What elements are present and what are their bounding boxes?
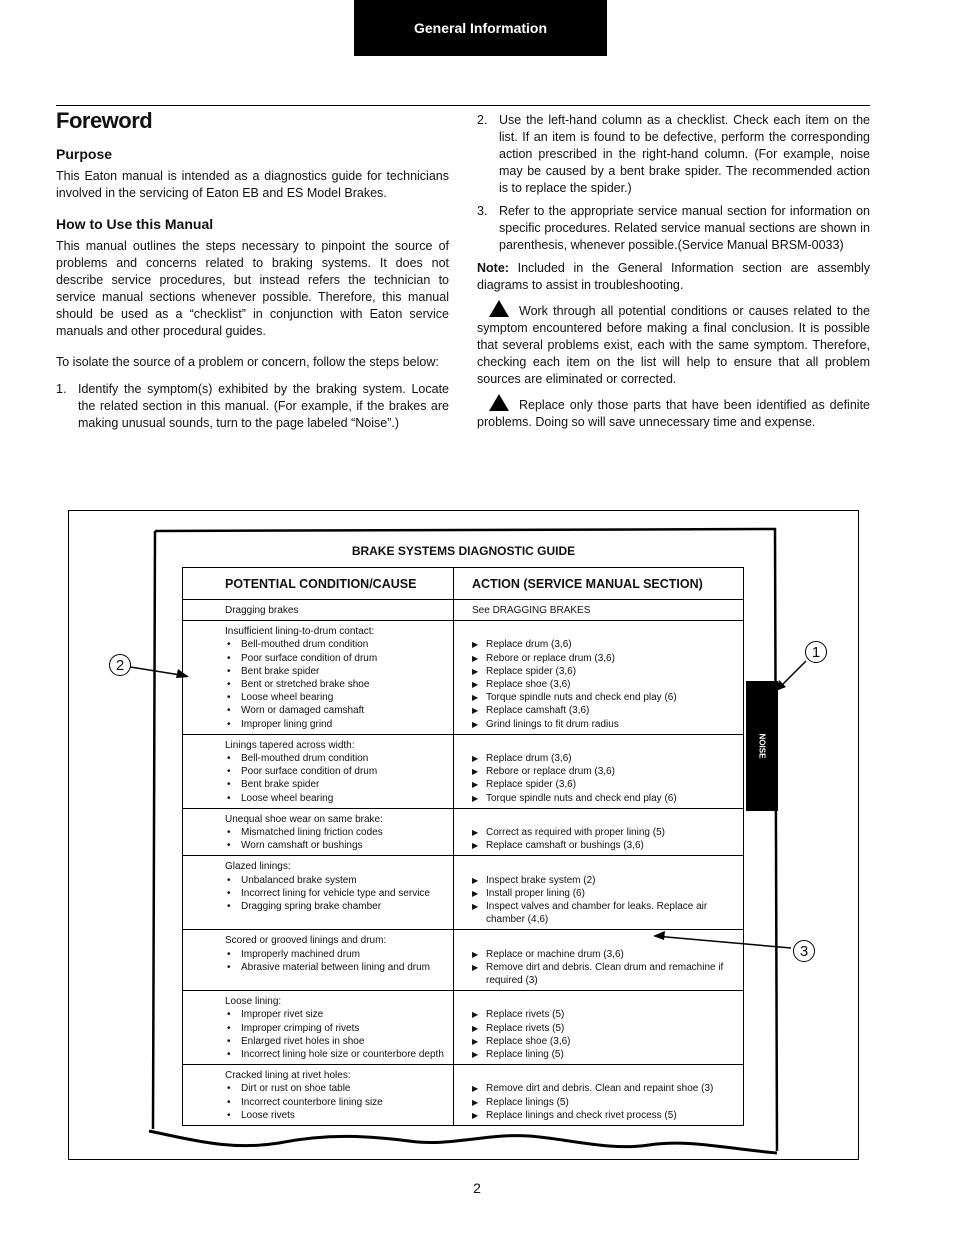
cause-item <box>225 665 449 678</box>
section-title: General Information <box>413 20 548 36</box>
arrow-bullet-icon: ▶ <box>472 754 479 764</box>
warning-triangle-icon <box>489 300 509 317</box>
step-text: Refer to the appropriate service manual section for information on specific procedures. Related service manual sections are shown in parenthesis, whenever possible.(Service Manual BRSM-0033) <box>499 204 870 252</box>
bullet-icon: • <box>227 901 231 913</box>
cause-item <box>225 1022 449 1035</box>
table-row <box>183 600 744 621</box>
cause-item <box>225 826 449 839</box>
note-paragraph <box>477 260 870 294</box>
left-column <box>56 108 449 432</box>
arrow-bullet-icon: ▶ <box>472 693 479 703</box>
cause-item <box>225 1008 449 1021</box>
note-text: Included in the General Information section are assembly diagrams to assist in troubleshooting. <box>477 261 870 292</box>
bullet-icon: • <box>227 948 231 960</box>
cause-item <box>225 691 449 704</box>
table-header-row <box>183 568 744 600</box>
action-text: Correct as required with proper lining (5) <box>486 827 665 839</box>
bullet-icon: • <box>227 718 231 730</box>
action-text: Replace spider (3,6) <box>486 779 577 791</box>
action-text: Install proper lining (6) <box>486 887 585 899</box>
bullet-icon: • <box>227 840 231 852</box>
action-item <box>472 1008 739 1021</box>
action-cell <box>454 1065 744 1126</box>
purpose-heading: Purpose <box>56 146 113 162</box>
bullet-icon: • <box>227 1109 231 1121</box>
action-item <box>472 826 739 839</box>
step-number: 3. <box>477 204 488 218</box>
note-label: Note: <box>477 261 509 275</box>
cause-text: Loose wheel bearing <box>241 792 334 804</box>
action-text: Replace linings and check rivet process (5) <box>486 1109 677 1121</box>
action-text: Inspect brake system (2) <box>486 874 596 886</box>
bullet-icon: • <box>227 827 231 839</box>
action-text: Grind linings to fit drum radius <box>486 718 619 730</box>
arrow-bullet-icon: ▶ <box>472 680 479 689</box>
table-row <box>183 856 744 930</box>
action-item <box>472 874 739 887</box>
arrow-bullet-icon: ▶ <box>472 780 479 790</box>
action-text: Rebore or replace drum (3,6) <box>486 766 615 778</box>
cause-item <box>225 718 449 731</box>
action-text: Replace drum (3,6) <box>486 639 572 651</box>
arrow-bullet-icon: ▶ <box>472 875 479 885</box>
action-text: Remove dirt and debris. Clean drum and remachine if required (3) <box>486 961 724 987</box>
cause-item <box>225 778 449 791</box>
guide-title: BRAKE SYSTEMS DIAGNOSTIC GUIDE <box>351 544 576 558</box>
noise-section-tab <box>746 681 778 811</box>
cause-text: Incorrect counterbore lining size <box>241 1096 383 1108</box>
action-item <box>472 961 739 987</box>
cause-title: Glazed linings: <box>225 861 291 873</box>
arrow-bullet-icon: ▶ <box>472 1036 479 1046</box>
cause-text: Improper lining grind <box>241 718 333 730</box>
cause-title: Linings tapered across width: <box>225 739 355 751</box>
bullet-icon: • <box>227 665 231 677</box>
cause-text: Worn camshaft or bushings <box>241 840 363 852</box>
cause-title: Cracked lining at rivet holes: <box>225 1070 351 1082</box>
action-text: Replace or machine drum (3,6) <box>486 948 624 960</box>
callout-number: 2 <box>115 656 125 674</box>
step-item <box>56 381 449 432</box>
cause-text: Bent brake spider <box>241 665 320 677</box>
arrow-bullet-icon: ▶ <box>472 1110 479 1120</box>
action-text: Rebore or replace drum (3,6) <box>486 652 615 664</box>
purpose-text: This Eaton manual is intended as a diagnostics guide for technicians involved in the servicing of Eaton EB and ES Model Brakes. <box>56 169 449 200</box>
bullet-icon: • <box>227 1009 231 1021</box>
right-column <box>477 112 870 431</box>
table-row <box>183 734 744 808</box>
callout-number: 1 <box>811 643 821 661</box>
action-text: Replace rivets (5) <box>486 1022 565 1034</box>
table-row <box>183 808 744 856</box>
action-item <box>472 765 739 778</box>
howto-heading: How to Use this Manual <box>56 216 214 232</box>
cause-title: Unequal shoe wear on same brake: <box>225 813 383 825</box>
arrow-bullet-icon: ▶ <box>472 902 479 912</box>
cause-text: Mismatched lining friction codes <box>241 827 383 839</box>
header-rule <box>56 105 870 106</box>
action-cell <box>454 930 744 991</box>
cause-item <box>225 752 449 765</box>
action-item <box>472 704 739 717</box>
table-row <box>183 991 744 1065</box>
bullet-icon: • <box>227 652 231 664</box>
cause-text: Loose rivets <box>241 1109 295 1121</box>
action-text: Replace shoe (3,6) <box>486 1035 571 1047</box>
cause-text: Dirt or rust on shoe table <box>241 1083 351 1095</box>
step-number: 2. <box>477 113 488 127</box>
callout-number: 3 <box>799 942 809 960</box>
see-reference: See DRAGGING BRAKES <box>472 605 591 616</box>
cause-title: Scored or grooved linings and drum: <box>225 935 387 947</box>
isolate-text: To isolate the source of a problem or concern, follow the steps below: <box>56 355 439 369</box>
arrow-bullet-icon: ▶ <box>472 962 479 972</box>
action-item <box>472 678 739 691</box>
action-item <box>472 1109 739 1122</box>
action-item <box>472 900 739 926</box>
cause-item <box>225 1096 449 1109</box>
action-text: Replace spider (3,6) <box>486 665 577 677</box>
action-item <box>472 652 739 665</box>
bullet-icon: • <box>227 1049 231 1061</box>
action-item <box>472 1096 739 1109</box>
action-item <box>472 948 739 961</box>
cause-text: Incorrect lining for vehicle type and service <box>241 887 430 899</box>
cause-title: Insufficient lining-to-drum contact: <box>225 626 375 638</box>
cause-title: Loose lining: <box>225 996 282 1008</box>
bullet-icon: • <box>227 1096 231 1108</box>
cause-item <box>225 652 449 665</box>
diagnostic-table <box>182 567 744 1126</box>
action-text: Replace drum (3,6) <box>486 753 572 765</box>
cause-text: Abrasive material between lining and drum <box>241 961 430 973</box>
arrow-bullet-icon: ▶ <box>472 888 479 898</box>
action-item <box>472 1048 739 1061</box>
cause-text: Enlarged rivet holes in shoe <box>241 1035 365 1047</box>
arrow-bullet-icon: ▶ <box>472 666 479 676</box>
cause-item <box>225 900 449 913</box>
arrow-bullet-icon: ▶ <box>472 841 479 851</box>
bullet-icon: • <box>227 874 231 886</box>
page-number: 2 <box>473 1180 481 1196</box>
action-text: Replace shoe (3,6) <box>486 679 571 690</box>
callout-3 <box>793 940 815 962</box>
table-row <box>183 621 744 735</box>
bullet-icon: • <box>227 792 231 804</box>
arrow-bullet-icon: ▶ <box>472 793 479 803</box>
bullet-icon: • <box>227 753 231 765</box>
arrow-bullet-icon: ▶ <box>472 828 479 838</box>
arrow-bullet-icon: ▶ <box>472 949 479 959</box>
bullet-icon: • <box>227 1035 231 1047</box>
arrow-bullet-icon: ▶ <box>472 1050 479 1060</box>
arrow-bullet-icon: ▶ <box>472 1010 479 1020</box>
cause-text: Unbalanced brake system <box>241 874 357 886</box>
step-text: Identify the symptom(s) exhibited by the braking system. Locate the related section in this manual. (For example, if the brakes are making unusual sounds, turn to the page labeled “Noise”.) <box>78 382 449 430</box>
cause-item <box>225 792 449 805</box>
cause-item <box>225 874 449 887</box>
table-row <box>183 930 744 991</box>
action-text: Torque spindle nuts and check end play (6) <box>486 792 677 804</box>
action-text: Inspect valves and chamber for leaks. Replace air chamber (4,6) <box>486 901 708 926</box>
cause-item <box>225 948 449 961</box>
arrow-bullet-icon: ▶ <box>472 1023 479 1033</box>
bullet-icon: • <box>227 639 231 651</box>
cause-item <box>225 765 449 778</box>
action-text: Replace camshaft or bushings (3,6) <box>486 840 644 852</box>
action-item <box>472 718 739 731</box>
cause-item <box>225 678 449 691</box>
cause-cell <box>183 1065 454 1126</box>
cause-item <box>225 1082 449 1095</box>
table-body <box>183 600 744 1126</box>
bullet-icon: • <box>227 679 231 691</box>
cause-text: Improper crimping of rivets <box>241 1022 360 1034</box>
noise-tab-label: NOISE <box>757 733 767 759</box>
cause-item <box>225 887 449 900</box>
action-cell <box>454 621 744 735</box>
warning-paragraph <box>477 300 870 388</box>
action-item <box>472 1035 739 1048</box>
cause-cell <box>183 856 454 930</box>
table-row <box>183 1065 744 1126</box>
cause-item <box>225 1109 449 1122</box>
cause-item <box>225 638 449 651</box>
arrow-bullet-icon: ▶ <box>472 1084 479 1094</box>
action-item <box>472 665 739 678</box>
warning-triangle-icon <box>489 394 509 411</box>
cause-cell <box>183 808 454 856</box>
cause-text: Improper rivet size <box>241 1009 324 1021</box>
howto-text: This manual outlines the steps necessary to pinpoint the source of problems and concerns related to braking systems. It does not describe service procedures, but instead refers the technician to service manual sections whenever possible. Therefore, this manual should be used as a “checklist” in conjunction with Eaton service manuals and other procedural guides. <box>56 239 449 338</box>
bullet-icon: • <box>227 1022 231 1034</box>
page-title: Foreword <box>56 108 153 133</box>
step-item <box>477 112 870 197</box>
cause-cell <box>183 991 454 1065</box>
cause-cell <box>183 930 454 991</box>
cause-text: Improperly machined drum <box>241 948 360 960</box>
section-header-tab <box>354 0 607 56</box>
action-item <box>472 887 739 900</box>
column-header-cause: POTENTIAL CONDITION/CAUSE <box>183 568 454 600</box>
callout-1 <box>805 641 827 663</box>
cause-item <box>225 961 449 974</box>
arrow-bullet-icon: ▶ <box>472 706 479 716</box>
action-text: Replace rivets (5) <box>486 1009 565 1021</box>
action-cell <box>454 991 744 1065</box>
action-item <box>472 1082 739 1095</box>
cause-cell <box>183 600 454 621</box>
cause-title: Dragging brakes <box>225 605 299 616</box>
bullet-icon: • <box>227 766 231 778</box>
bullet-icon: • <box>227 692 231 704</box>
cause-text: Bent or stretched brake shoe <box>241 679 370 691</box>
bullet-icon: • <box>227 1083 231 1095</box>
step-number: 1. <box>56 382 67 396</box>
step-text: Use the left-hand column as a checklist. Check each item on the list. If an item is found to be defective, perform the corresponding action prescribed in the right-hand column. (For example, noise may be caused by a bent brake spider. The recommended action is to replace the spider.) <box>499 113 870 195</box>
cause-text: Bell-mouthed drum condition <box>241 753 369 765</box>
action-cell <box>454 856 744 930</box>
cause-text: Incorrect lining hole size or counterbore depth <box>241 1049 444 1061</box>
cause-text: Worn or damaged camshaft <box>241 705 365 717</box>
cause-text: Poor surface condition of drum <box>241 652 378 664</box>
action-item <box>472 638 739 651</box>
callout-2 <box>109 654 131 676</box>
arrow-bullet-icon: ▶ <box>472 640 479 650</box>
cause-item <box>225 839 449 852</box>
action-text: Remove dirt and debris. Clean and repaint shoe (3) <box>486 1083 714 1095</box>
action-cell <box>454 600 744 621</box>
action-item <box>472 778 739 791</box>
bullet-icon: • <box>227 961 231 973</box>
cause-cell <box>183 621 454 735</box>
action-text: Torque spindle nuts and check end play (6) <box>486 692 677 704</box>
arrow-bullet-icon: ▶ <box>472 719 479 729</box>
cause-text: Bell-mouthed drum condition <box>241 639 369 651</box>
action-text: Replace camshaft (3,6) <box>486 705 590 717</box>
action-cell <box>454 808 744 856</box>
arrow-bullet-icon: ▶ <box>472 1097 479 1107</box>
action-item <box>472 691 739 704</box>
warning-text: Work through all potential conditions or causes related to the symptom encountered before making a final conclusion. It is possible that several problems exist, each with the same symptom. Therefore, checking each item on the list will help to ensure that all problem sources are eliminated or corrected. <box>477 304 870 386</box>
bullet-icon: • <box>227 779 231 791</box>
arrow-bullet-icon: ▶ <box>472 767 479 777</box>
action-item <box>472 752 739 765</box>
action-item <box>472 839 739 852</box>
action-item <box>472 1022 739 1035</box>
bullet-icon: • <box>227 887 231 899</box>
cause-text: Bent brake spider <box>241 779 320 791</box>
arrow-bullet-icon: ▶ <box>472 653 479 663</box>
cause-text: Dragging spring brake chamber <box>241 901 382 913</box>
action-cell <box>454 734 744 808</box>
cause-text: Poor surface condition of drum <box>241 766 378 778</box>
column-header-action: ACTION (SERVICE MANUAL SECTION) <box>454 568 744 600</box>
cause-cell <box>183 734 454 808</box>
diagnostic-guide-figure <box>68 510 859 1160</box>
step-item <box>477 203 870 254</box>
cause-text: Loose wheel bearing <box>241 692 334 704</box>
cause-item <box>225 1035 449 1048</box>
warning-paragraph <box>477 394 870 431</box>
cause-item <box>225 1048 449 1061</box>
action-text: Replace linings (5) <box>486 1096 569 1108</box>
action-item <box>472 792 739 805</box>
bullet-icon: • <box>227 705 231 717</box>
cause-item <box>225 704 449 717</box>
warning-text: Replace only those parts that have been identified as definite problems. Doing so will save unnecessary time and expense. <box>477 398 870 429</box>
action-text: Replace lining (5) <box>486 1049 564 1061</box>
